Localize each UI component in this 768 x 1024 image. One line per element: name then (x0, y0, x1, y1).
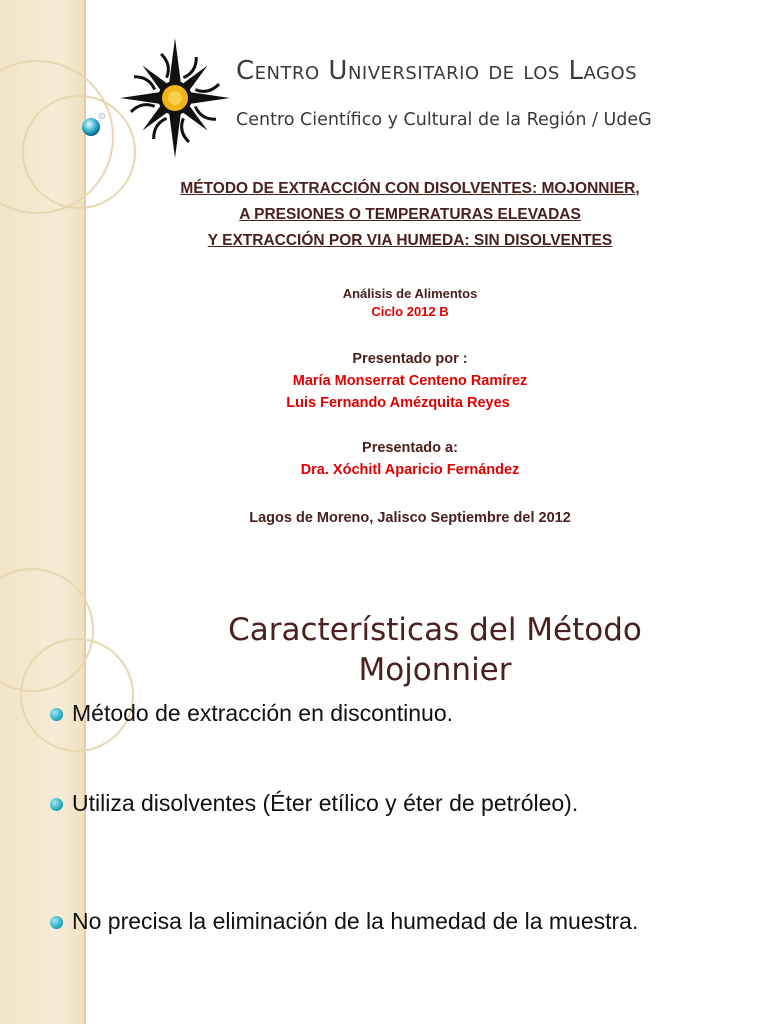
bubble-icon (78, 110, 108, 140)
bullet-icon (50, 708, 63, 721)
slide-title-line: MÉTODO DE EXTRACCIÓN CON DISOLVENTES: MOJONNIER, (180, 180, 640, 197)
bullet-icon (50, 916, 63, 929)
decorative-ring (20, 638, 134, 752)
author-name: María Monserrat Centeno Ramírez (292, 373, 528, 389)
bullet-icon (50, 798, 63, 811)
recipient-name: Dra. Xóchitl Aparicio Fernández (300, 462, 520, 478)
place-date: Lagos de Moreno, Jalisco Septiembre del 2012 (249, 510, 571, 526)
course-name: Análisis de Alimentos (342, 286, 478, 301)
presented-by-label: Presentado por : (352, 351, 468, 367)
slide-title-line: Y EXTRACCIÓN POR VIA HUMEDA: SIN DISOLVENTES (207, 232, 613, 249)
slide-title-line: Mojonnier (358, 652, 512, 688)
logo-university-name: Centro Universitario de los Lagos (236, 56, 638, 86)
presented-to-label: Presentado a: (362, 440, 458, 456)
list-item: Utiliza disolventes (Éter etílico y éter de petróleo). (48, 786, 716, 820)
list-item: No precisa la eliminación de la humedad de la muestra. (48, 904, 716, 938)
logo-subtitle: Centro Científico y Cultural de la Región / UdeG (236, 110, 652, 130)
course-cycle: Ciclo 2012 B (371, 304, 449, 319)
slide-title-line: Características del Método (228, 612, 642, 648)
slide-title-line: A PRESIONES O TEMPERATURAS ELEVADAS (239, 206, 581, 223)
list-item: Método de extracción en discontinuo. (48, 696, 716, 730)
content-slide-title (150, 610, 720, 690)
sun-emblem-icon (118, 36, 232, 160)
author-name: Luis Fernando Amézquita Reyes (286, 395, 510, 411)
